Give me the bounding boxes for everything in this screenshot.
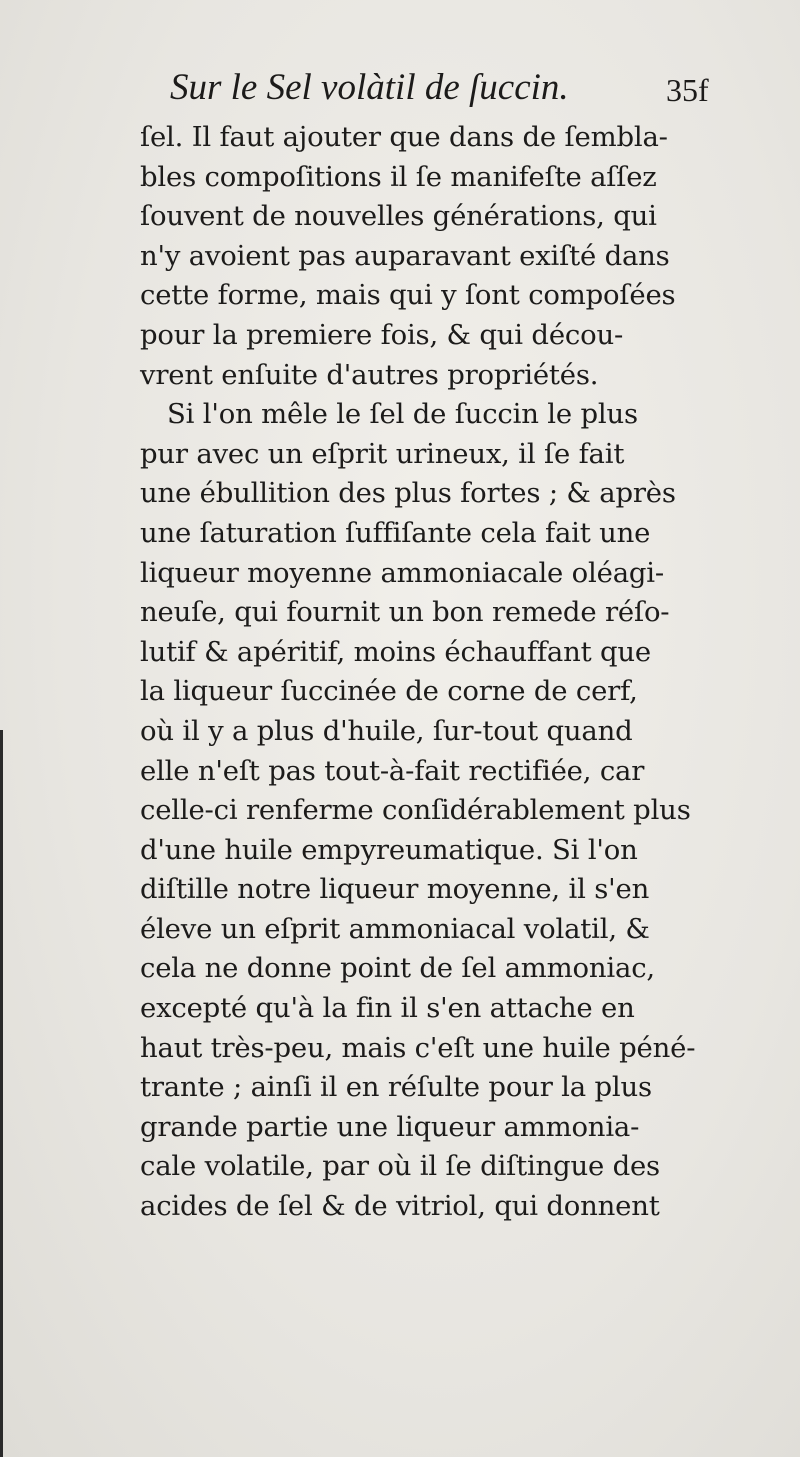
text-line: une ſaturation ſuffiſante cela fait une — [140, 516, 651, 549]
text-line: trante ; ainſi il en réſulte pour la plus — [140, 1071, 652, 1104]
text-line: bles compoſitions il ſe manifeſte aſſez — [140, 160, 657, 193]
text-line: la liqueur ſuccinée de corne de cerf, — [140, 675, 638, 708]
text-line: où il y a plus d'huile, ſur-tout quand — [140, 714, 633, 747]
text-line: cette forme, mais qui y ſont compoſées — [140, 279, 676, 312]
text-line: haut très-peu, mais c'eſt une huile péné- — [140, 1031, 696, 1064]
text-line: pur avec un eſprit urineux, il ſe fait — [140, 437, 625, 470]
paragraph-start-line: Si l'on mêle le ſel de ſuccin le plus — [167, 398, 638, 431]
text-line: celle-ci renferme conſidérablement plus — [140, 794, 691, 827]
text-line: ſouvent de nouvelles générations, qui — [140, 200, 657, 233]
body-text — [140, 118, 696, 1227]
text-line: cela ne donne point de ſel ammoniac, — [140, 952, 655, 985]
text-line: acides de ſel & de vitriol, qui donnent — [140, 1190, 660, 1223]
text-line: grande partie une liqueur ammonia- — [140, 1110, 640, 1143]
running-head: Sur le Sel volàtil de ſuccin. — [170, 67, 569, 108]
page-edge-shadow — [0, 730, 3, 1457]
text-line: liqueur moyenne ammoniacale oléagi- — [140, 556, 664, 589]
text-line: neuſe, qui fournit un bon remede réſo- — [140, 596, 670, 629]
text-line: d'une huile empyreumatique. Si l'on — [140, 833, 638, 866]
text-line: pour la premiere fois, & qui décou- — [140, 318, 624, 351]
text-line: cale volatile, par où il ſe diſtingue des — [140, 1150, 660, 1183]
text-line: une ébullition des plus fortes ; & après — [140, 477, 676, 510]
text-line: elle n'eſt pas tout-à-fait rectifiée, car — [140, 754, 645, 787]
text-line: éleve un eſprit ammoniacal volatil, & — [140, 912, 650, 945]
text-line: excepté qu'à la fin il s'en attache en — [140, 992, 635, 1025]
text-line: diſtille notre liqueur moyenne, il s'en — [140, 873, 650, 906]
page-number: 35f — [666, 72, 709, 108]
text-line: ſel. Il faut ajouter que dans de ſembla- — [140, 121, 668, 153]
text-line: lutif & apéritif, moins échauffant que — [140, 635, 651, 668]
text-line: vrent enſuite d'autres propriétés. — [140, 358, 599, 391]
text-line: n'y avoient pas auparavant exiſté dans — [140, 239, 670, 272]
